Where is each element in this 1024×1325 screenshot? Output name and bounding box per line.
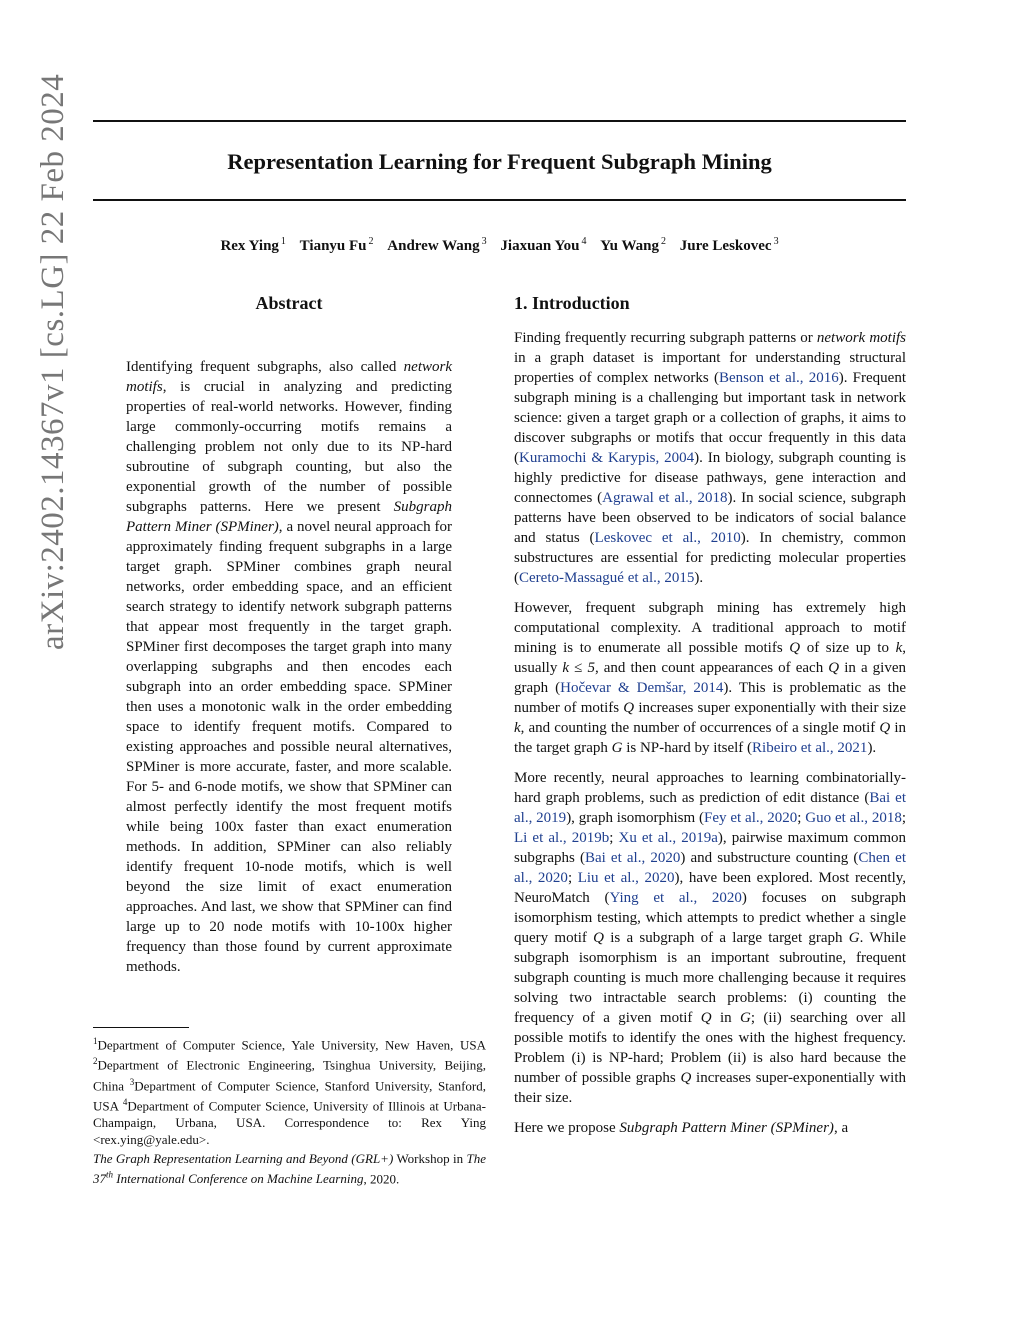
author: Tianyu Fu $^2$ [299,236,374,254]
arxiv-stamp: arXiv:2402.14367v1 [cs.LG] 22 Feb 2024 [35,73,71,650]
author: Yu Wang $^2$ [600,236,667,254]
paragraph: Here we propose Subgraph Pattern Miner (SPMiner), a [514,1120,849,1136]
citation-link[interactable]: Fey et al., 2020 [704,810,798,826]
author: Jiaxuan You $^4$ [500,236,587,254]
citation-link[interactable]: Li et al., 2019b [514,830,610,846]
citation-link[interactable]: Benson et al., 2016 [718,370,839,386]
citation-link[interactable]: Agrawal et al., 2018 [602,490,728,506]
citation-link[interactable]: Kuramochi & Karypis, 2004 [519,450,695,466]
citation-link[interactable]: Ying et al., 2020 [609,890,742,906]
citation-link[interactable]: Xu et al., 2019a [618,830,718,846]
author: Andrew Wang $^3$ [387,236,487,254]
paper-title: Representation Learning for Frequent Subgraph Mining [227,149,772,174]
introduction-body [514,328,906,1148]
citation-link[interactable]: Bai et al., 2020 [584,850,681,866]
author: Rex Ying $^1$ [220,236,286,254]
citation-link[interactable]: Cereto-Massagué et al., 2015 [519,570,695,586]
citation-link[interactable]: Guo et al., 2018 [805,810,902,826]
author: Jure Leskovec $^3$ [679,236,779,254]
paragraph: Finding frequently recurring subgraph patterns or network motifs in a graph dataset is important for understanding structural properties of complex networks (Benson et al., 2016). Frequent subgraph mining is a challenging but important task in network science: given a target graph or a collection of graphs, it aims to discover subgraphs or motifs that occur frequently in this data (Kuramochi & Karypis, 2004). In biology, subgraph counting is highly predictive for disease pathways, gene interaction and connectomes (Agrawal et al., 2018). In social science, subgraph patterns have been observed to be indicators of social balance and status (Leskovec et al., 2010). In chemistry, common substructures are essential for predicting molecular properties (Cereto-Massagué et al., 2015). [514,330,907,586]
author-list [93,236,906,255]
citation-link[interactable]: Liu et al., 2020 [577,870,675,886]
citation-link[interactable]: Leskovec et al., 2010 [594,530,741,546]
abstract-heading: Abstract [255,293,323,313]
affiliation-footnote: $^1$Department of Computer Science, Yale University, New Haven, USA $^2$Department of Electronic Engineering, Tsinghua University, Beijing, China $^3$Department of Computer Science, Stanford University, Stanford, USA $^4$Department of Computer Science, University of Illinois at Urbana-Champaign, Urbana, USA. Correspondence to: Rex Ying <rex.ying@yale.edu>. [93,1036,486,1148]
introduction-heading: 1. Introduction [514,293,630,313]
citation-link[interactable]: Chen et al., 2020 [514,850,906,886]
footnote-rule [93,1027,189,1028]
citation-link[interactable]: Hočevar & Demšar, 2014 [560,680,724,696]
citation-link[interactable]: Ribeiro et al., 2021 [752,740,868,756]
paragraph: More recently, neural approaches to learning combinatorially-hard graph problems, such as prediction of edit distance (Bai et al., 2019), graph isomorphism (Fey et al., 2020; Guo et al., 2018; Li et al., 2019b; Xu et al., 2019a), pairwise maximum common subgraphs (Bai et al., 2020) and substructure counting (Chen et al., 2020; Liu et al., 2020), have been explored. Most recently, NeuroMatch (Ying et al., 2020) focuses on subgraph isomorphism testing, which attempts to predict whether a single query motif Q is a subgraph of a large target graph G. While subgraph isomorphism is an important subroutine, frequent subgraph counting is much more challenging because it requires solving two intractable search problems: (i) counting the frequency of a given motif Q in G; (ii) searching over all possible motifs to identify the ones with the highest frequency. Problem (i) is NP-hard; Problem (ii) is also hard because the number of possible graphs Q increases super-exponentially with their size. [514,770,907,1106]
abstract-body: Identifying frequent subgraphs, also called network motifs, is crucial in analyzing and predicting properties of real-world networks. However, finding large commonly-occurring motifs remains a challenging problem not only due to its NP-hard subroutine of subgraph counting, but also the exponential growth of the number of possible subgraphs patterns. Here we present Subgraph Pattern Miner (SPMiner), a novel neural approach for approximately finding frequent subgraphs in a large target graph. SPMiner combines graph neural networks, order embedding space, and an efficient search strategy to identify network subgraph patterns that appear most frequently in the target graph. SPMiner first decomposes the target graph into many overlapping subgraphs and then encodes each subgraph into an order embedding space. SPMiner then uses a monotonic walk in the order embedding space to identify frequent motifs. Compared to existing approaches and possible neural alternatives, SPMiner is more accurate, faster, and more scalable. For 5- and 6-node motifs, we show that SPMiner can almost perfectly identify the most frequent motifs while being 100x faster than exact enumeration methods. In addition, SPMiner can also reliably identify frequent 10-node motifs, which is well beyond the size limit of exact enumeration approaches. And last, we show that SPMiner can find large up to 20 node motifs with 10-100x higher frequency than those found by current approximate methods. [126,359,452,975]
workshop-note: The Graph Representation Learning and Beyond (GRL+) Workshop in The 37th International Conference on Machine Learning, 2020. [93,1151,487,1187]
citation-link[interactable]: Bai et al., 2019 [514,790,907,826]
paragraph: However, frequent subgraph mining has extremely high computational complexity. A traditional approach to motif mining is to enumerate all possible motifs Q of size up to k, usually k ≤ 5, and then count appearances of each Q in a given graph (Hočevar & Demšar, 2014). This is problematic as the number of motifs Q increases super exponentially with their size k, and counting the number of occurrences of a single motif Q in the target graph G is NP-hard by itself (Ribeiro et al., 2021). [514,600,907,756]
title-rule-top [93,120,906,122]
title-rule-bottom [93,199,906,201]
